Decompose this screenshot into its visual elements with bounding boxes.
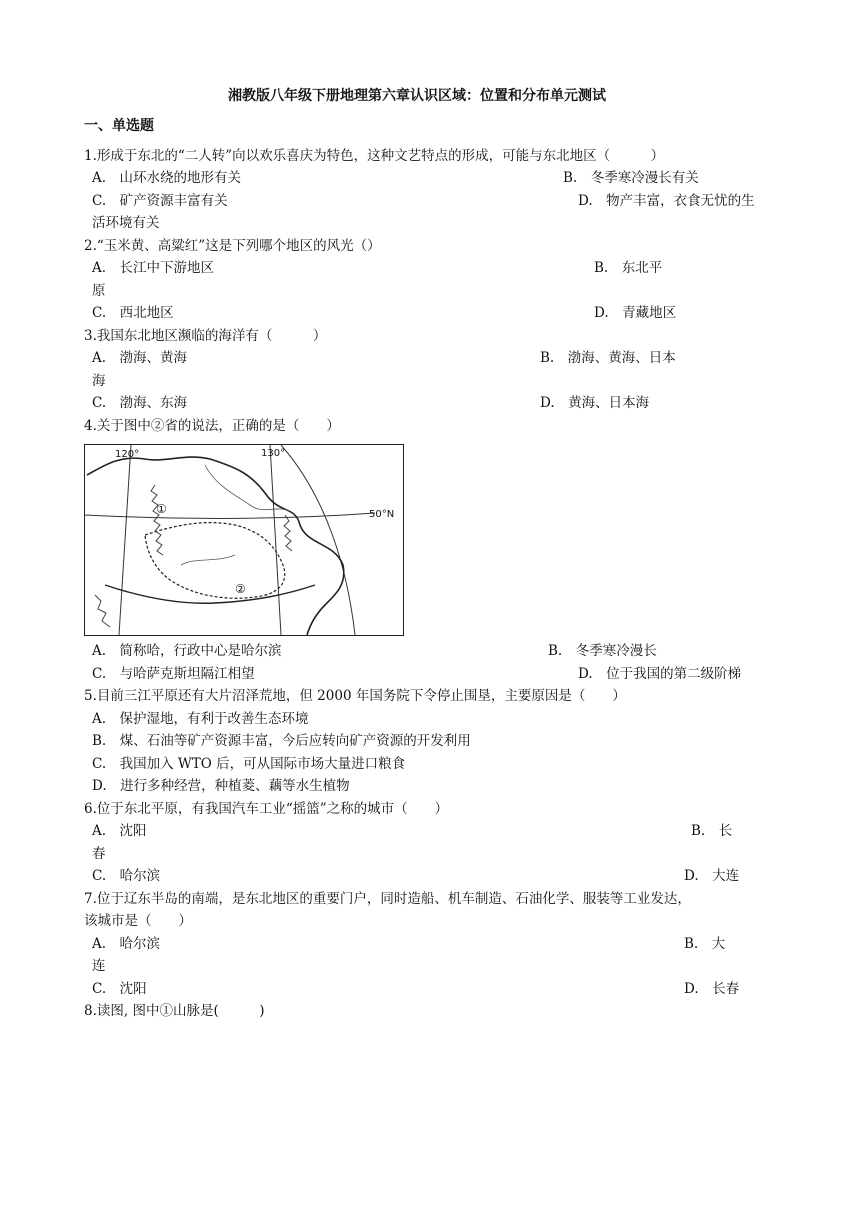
question-8-stem: 8.读图, 图中①山脉是( ) xyxy=(84,1003,265,1019)
question-1-option-c[interactable]: C. 矿产资源丰富有关 xyxy=(92,193,228,209)
question-6-option-c[interactable]: C. 哈尔滨 xyxy=(92,868,161,884)
question-2-option-b-continued: 原 xyxy=(92,283,106,299)
question-2-option-d[interactable]: D. 青藏地区 xyxy=(594,305,677,321)
question-1-option-a[interactable]: A. 山环水绕的地形有关 xyxy=(92,170,242,186)
question-1-option-d[interactable]: D. 物产丰富，衣食无忧的生 xyxy=(578,193,755,209)
question-5-option-b[interactable]: B. 煤、石油等矿产资源丰富，今后应转向矿产资源的开发利用 xyxy=(92,733,471,749)
question-7-stem: 7.位于辽东半岛的南端，是东北地区的重要门户，同时造船、机车制造、石油化学、服装等工业发达， xyxy=(84,891,691,907)
map-marker-2: ② xyxy=(235,582,246,596)
question-7-option-a[interactable]: A. 哈尔滨 xyxy=(92,936,161,952)
question-6-option-b[interactable]: B. 长 xyxy=(691,823,733,839)
question-5-option-d[interactable]: D. 进行多种经营，种植菱、藕等水生植物 xyxy=(92,778,350,794)
question-2-option-c[interactable]: C. 西北地区 xyxy=(92,305,174,321)
question-3-option-a[interactable]: A. 渤海、黄海 xyxy=(92,350,188,366)
longitude-130-label: 130° xyxy=(261,448,286,459)
question-3-option-b[interactable]: B. 渤海、黄海、日本 xyxy=(540,350,676,366)
question-3-option-d[interactable]: D. 黄海、日本海 xyxy=(540,395,650,411)
question-6-option-d[interactable]: D. 大连 xyxy=(684,868,740,884)
question-7-option-c[interactable]: C. 沈阳 xyxy=(92,981,147,997)
question-2-stem: 2.“玉米黄、高粱红”这是下列哪个地区的风光（） xyxy=(84,238,381,254)
question-4-option-c[interactable]: C. 与哈萨克斯坦隔江相望 xyxy=(92,666,255,682)
question-7-stem-continued: 该城市是（ ） xyxy=(84,913,192,929)
question-7-option-b[interactable]: B. 大 xyxy=(684,936,726,952)
question-6-option-b-continued: 春 xyxy=(92,846,106,862)
question-1-option-d-continued: 活环境有关 xyxy=(92,215,160,231)
question-6-option-a[interactable]: A. 沈阳 xyxy=(92,823,147,839)
question-4-option-a[interactable]: A. 简称哈，行政中心是哈尔滨 xyxy=(92,643,282,659)
question-3-stem: 3.我国东北地区濒临的海洋有（ ） xyxy=(84,328,327,344)
question-6-stem: 6.位于东北平原，有我国汽车工业“摇篮”之称的城市（ ） xyxy=(84,801,449,817)
question-4-stem: 4.关于图中②省的说法，正确的是（ ） xyxy=(84,418,340,434)
question-3-option-c[interactable]: C. 渤海、东海 xyxy=(92,395,188,411)
question-7-option-d[interactable]: D. 长春 xyxy=(684,981,740,997)
question-5-option-a[interactable]: A. 保护湿地，有利于改善生态环境 xyxy=(92,711,309,727)
question-1-option-b[interactable]: B. 冬季寒冷漫长有关 xyxy=(563,170,699,186)
northeast-china-map xyxy=(84,444,404,636)
question-5-option-c[interactable]: C. 我国加入 WTO 后，可从国际市场大量进口粮食 xyxy=(92,756,406,772)
question-3-option-b-continued: 海 xyxy=(92,373,106,389)
question-4-option-b[interactable]: B. 冬季寒冷漫长 xyxy=(548,643,657,659)
page-title: 湘教版八年级下册地理第六章认识区域：位置和分布单元测试 xyxy=(228,88,606,104)
question-7-option-b-continued: 连 xyxy=(92,958,106,974)
question-1-stem: 1.形成于东北的“二人转”向以欢乐喜庆为特色，这种文艺特点的形成，可能与东北地区（ ） xyxy=(84,148,665,164)
question-5-stem: 5.目前三江平原还有大片沼泽荒地，但 2000 年国务院下令停止围垦，主要原因是（ ） xyxy=(84,688,626,704)
latitude-50n-label: 50°N xyxy=(369,509,395,520)
question-2-option-a[interactable]: A. 长江中下游地区 xyxy=(92,260,215,276)
map-marker-1: ① xyxy=(156,502,167,516)
section-heading: 一、单选题 xyxy=(84,118,154,134)
question-2-option-b[interactable]: B. 东北平 xyxy=(594,260,663,276)
longitude-120-label: 120° xyxy=(115,449,140,460)
question-4-option-d[interactable]: D. 位于我国的第二级阶梯 xyxy=(578,666,742,682)
